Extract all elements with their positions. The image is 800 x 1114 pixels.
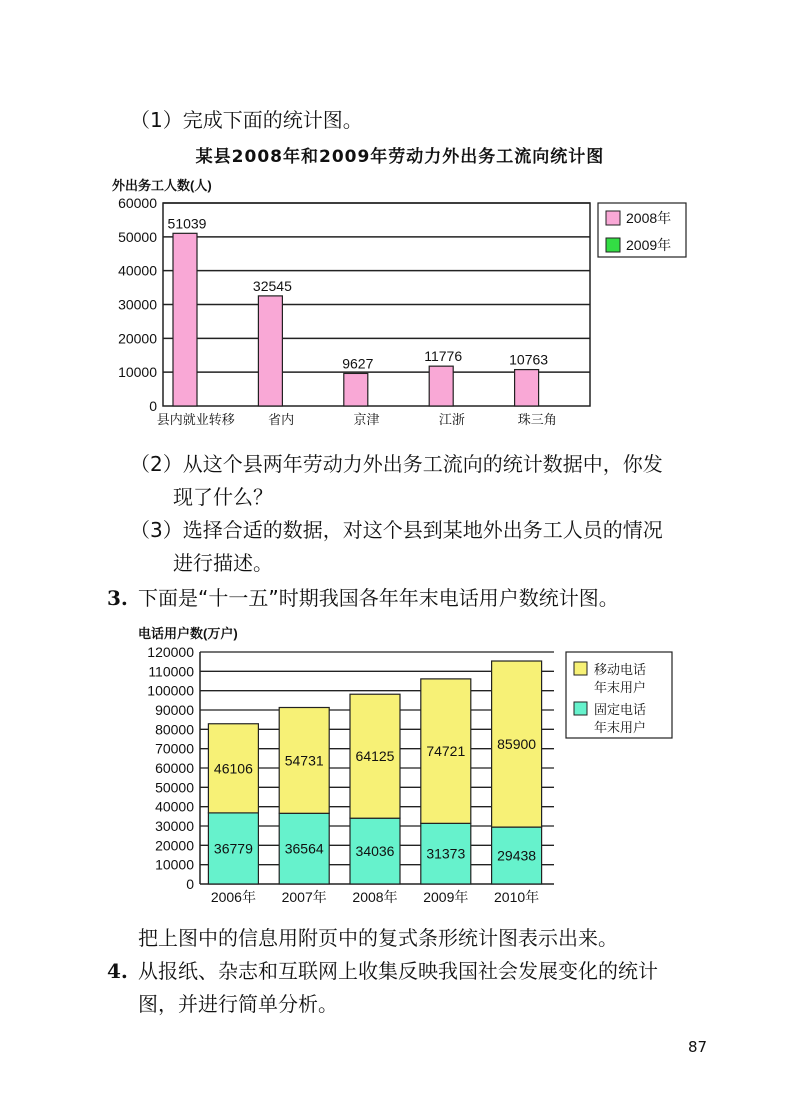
y-axis-label: 电话用户数(万户): [138, 626, 238, 641]
x-tick-label: 江浙: [438, 412, 465, 427]
y-tick-label: 60000: [118, 195, 157, 211]
question-2-line-2: 现了什么？: [173, 485, 273, 509]
data-label-fixed: 29438: [497, 847, 537, 864]
legend-swatch: [574, 702, 587, 715]
y-tick-label: 40000: [155, 798, 194, 815]
data-label-fixed: 36564: [284, 840, 324, 857]
y-axis-label: 外出务工人数(人): [112, 178, 212, 193]
y-tick-label: 40000: [118, 262, 157, 279]
x-tick-label: 京津: [353, 412, 380, 427]
x-tick-label: 县内就业转移: [156, 412, 235, 427]
problem-4-line-1: 从报纸、杂志和互联网上收集反映我国社会发展变化的统计: [138, 959, 658, 983]
y-tick-label: 70000: [155, 740, 194, 757]
problem-3-text: 下面是“十一五”时期我国各年年末电话用户数统计图。: [138, 586, 619, 610]
x-tick-label: 2009年: [423, 889, 469, 905]
problem-4-number: 4.: [107, 959, 128, 983]
y-tick-label: 30000: [118, 296, 157, 313]
x-tick-label: 省内: [268, 412, 295, 427]
data-label-mobile: 64125: [355, 748, 395, 765]
x-tick-label: 2008年: [352, 889, 398, 905]
y-tick-label: 60000: [155, 760, 194, 776]
y-tick-label: 20000: [118, 330, 157, 347]
data-label: 51039: [167, 215, 207, 232]
y-tick-label: 50000: [155, 779, 194, 796]
y-tick-label: 10000: [118, 364, 157, 381]
data-label: 10763: [509, 351, 549, 368]
question-1: （1）完成下面的统计图。: [130, 108, 363, 132]
x-tick-label: 2007年: [281, 889, 327, 905]
data-label: 9627: [342, 355, 374, 372]
question-3-line-1: （3）选择合适的数据，对这个县到某地外出务工人员的情况: [130, 518, 663, 542]
data-label-mobile: 46106: [213, 760, 253, 777]
legend-label: 2008年: [626, 210, 672, 226]
problem-3-number: 3.: [107, 586, 128, 610]
y-tick-label: 120000: [147, 644, 194, 660]
data-label-mobile: 74721: [426, 743, 466, 760]
legend-label: 固定电话: [594, 702, 647, 717]
problem-4-line-2: 图，并进行简单分析。: [138, 992, 338, 1016]
y-tick-label: 90000: [155, 702, 194, 718]
data-label-fixed: 36779: [213, 840, 253, 857]
y-tick-label: 110000: [148, 663, 194, 680]
legend-label: 年末用户: [594, 680, 647, 695]
data-label-mobile: 54731: [284, 752, 324, 769]
legend-swatch: [574, 662, 587, 675]
y-tick-label: 0: [186, 876, 194, 892]
legend-label: 年末用户: [594, 720, 647, 735]
problem-3-instruction: 把上图中的信息用附页中的复式条形统计图表示出来。: [138, 926, 618, 950]
y-tick-label: 80000: [155, 721, 194, 738]
page-number: 87: [688, 1038, 708, 1056]
y-tick-label: 100000: [147, 682, 194, 699]
data-label: 32545: [252, 277, 292, 294]
question-2-line-1: （2）从这个县两年劳动力外出务工流向的统计数据中，你发: [130, 452, 663, 476]
y-tick-label: 30000: [155, 818, 194, 834]
chart-1-title: 某县2008年和2009年劳动力外出务工流向统计图: [195, 147, 605, 167]
y-tick-label: 50000: [118, 228, 157, 245]
question-3-line-2: 进行描述。: [173, 551, 273, 575]
data-label-fixed: 31373: [426, 845, 466, 862]
x-tick-label: 2010年: [494, 889, 540, 905]
x-tick-label: 珠三角: [517, 412, 557, 427]
data-label-fixed: 34036: [355, 843, 395, 860]
y-tick-label: 10000: [155, 856, 194, 873]
legend-label: 移动电话: [594, 662, 647, 677]
data-label: 11776: [424, 348, 463, 365]
y-tick-label: 0: [149, 398, 157, 414]
legend-label: 2009年: [626, 237, 672, 253]
y-tick-label: 20000: [155, 837, 194, 854]
data-label-mobile: 85900: [497, 736, 537, 753]
x-tick-label: 2006年: [210, 889, 256, 905]
